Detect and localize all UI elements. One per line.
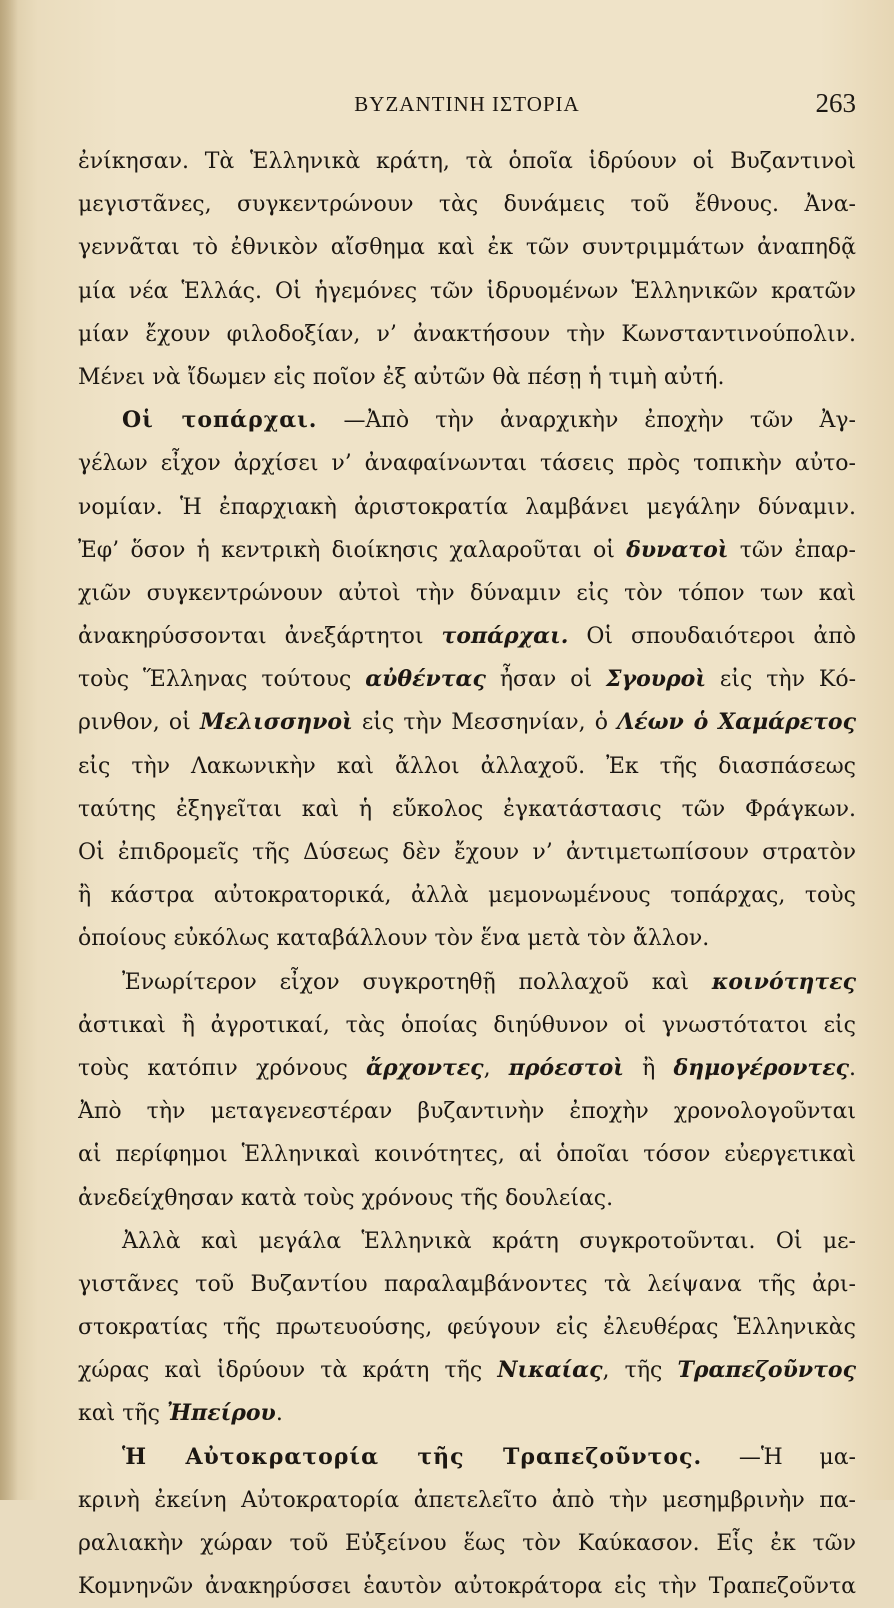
text-segment: γεννᾶται τὸ ἐθνικὸν αἴσθημα καὶ ἐκ τῶν συντριμμάτων ἀναπηδᾷ: [78, 235, 856, 261]
text-segment: —Ἡ μα-: [702, 1444, 856, 1470]
page-number: 263: [815, 88, 856, 118]
text-line: [78, 270, 856, 313]
text-segment: ὁποίους εὐκόλως καταβάλλουν τὸν ἕνα μετὰ τὸν ἄλλον.: [78, 926, 710, 952]
text-segment: μίαν ἔχουν φιλοδοξίαν, ν’ ἀνακτήσουν τὴν Κωνσταντινούπολιν.: [78, 321, 856, 347]
text-line: [78, 745, 856, 788]
text-segment: ραλιακὴν χώραν τοῦ Εὐξείνου ἕως τὸν Καύκασον. Εἷς ἐκ τῶν: [78, 1531, 856, 1556]
text-line: [78, 1565, 856, 1608]
text-line: [78, 701, 856, 744]
text-segment: Ἀλλὰ καὶ μεγάλα Ἑλληνικὰ κράτη συγκροτοῦνται. Οἱ με-: [122, 1228, 856, 1254]
emphasized-text: Ἠπείρου: [166, 1400, 276, 1427]
text-segment: τῶν ἐπαρ-: [728, 537, 856, 563]
text-segment: ἦσαν οἱ: [485, 667, 607, 693]
text-segment: κρινὴ ἐκείνη Αὐτοκρατορία ἀπετελεῖτο ἀπὸ τὴν μεσημβρινὴν πα-: [78, 1487, 856, 1513]
text-line: [78, 1392, 856, 1435]
text-line: [78, 831, 856, 874]
text-segment: , τῆς: [602, 1358, 678, 1384]
emphasized-text: αὐθέντας: [365, 666, 486, 693]
emphasized-text: Τραπεζοῦντος: [677, 1357, 856, 1384]
text-segment: Οἱ ἐπιδρομεῖς τῆς Δύσεως δὲν ἔχουν ν’ ἀντιμετωπίσουν στρατὸν: [78, 840, 856, 865]
emphasized-text: κοινότητες: [711, 968, 856, 995]
text-line: [78, 140, 856, 183]
text-line: [78, 615, 856, 658]
text-line: [78, 1133, 856, 1176]
text-line: [78, 1436, 856, 1479]
text-segment: καὶ τῆς: [78, 1401, 167, 1427]
text-segment: ρινθον, οἱ: [78, 710, 200, 736]
text-line: [78, 961, 856, 1004]
emphasized-text: Νικαίας: [497, 1357, 603, 1384]
page-gutter-shadow: [0, 0, 18, 1500]
text-segment: μία νέα Ἑλλάς. Οἱ ἡγεμόνες τῶν ἱδρυομένων Ἑλληνικῶν κρατῶν: [78, 278, 856, 304]
emphasized-text: πρόεστοὶ: [508, 1054, 624, 1081]
emphasized-text: Μελισσηνοὶ: [199, 709, 353, 736]
text-segment: τοὺς Ἕλληνας τούτους: [78, 667, 366, 693]
text-line: [78, 1004, 856, 1047]
text-segment: αἱ περίφημοι Ἑλληνικαὶ κοινότητες, αἱ ὁποῖαι τόσον εὐεργετικαὶ: [78, 1142, 856, 1168]
running-head: ΒΥΖΑΝΤΙΝΗ ΙΣΤΟΡΙΑ: [354, 92, 580, 116]
text-segment: γιστᾶνες τοῦ Βυζαντίου παραλαμβάνοντες τὰ λείψανα τῆς ἀρι-: [78, 1271, 856, 1297]
text-line: [78, 1220, 856, 1263]
text-segment: —Ἀπὸ τὴν ἀναρχικὴν ἐποχὴν τῶν Ἀγ-: [317, 408, 856, 434]
text-line: [78, 356, 856, 399]
text-segment: Μένει νὰ ἴδωμεν εἰς ποῖον ἐξ αὐτῶν θὰ πέσῃ ἡ τιμὴ αὐτή.: [78, 364, 725, 390]
text-segment: νομίαν. Ἡ ἐπαρχιακὴ ἀριστοκρατία λαμβάνει μεγάλην δύναμιν.: [78, 494, 856, 520]
text-line: [78, 1047, 856, 1090]
body-text: [78, 140, 856, 1608]
text-line: [78, 183, 856, 226]
text-line: [78, 572, 856, 615]
section-heading: Οἱ τοπάρχαι.: [122, 407, 318, 434]
text-segment: τοὺς κατόπιν χρόνους: [78, 1055, 367, 1081]
text-segment: ἀνακηρύσσονται ἀνεξάρτητοι: [78, 624, 442, 650]
text-segment: ἐνίκησαν. Τὰ Ἑλληνικὰ κράτη, τὰ ὁποῖα ἱδρύουν οἱ Βυζαντινοὶ: [78, 149, 856, 174]
text-segment: εἰς τὴν Λακωνικὴν καὶ ἄλλοι ἀλλαχοῦ. Ἐκ τῆς διασπάσεως: [78, 753, 856, 779]
text-line: [78, 1522, 856, 1565]
text-segment: γέλων εἶχον ἀρχίσει ν’ ἀναφαίνωνται τάσεις πρὸς τοπικὴν αὐτο-: [78, 451, 856, 477]
text-line: [78, 1177, 856, 1220]
text-segment: .: [275, 1401, 283, 1427]
text-segment: .: [848, 1055, 856, 1081]
text-segment: χιῶν συγκεντρώνουν αὐτοὶ τὴν δύναμιν εἰς τὸν τόπον των καὶ: [78, 580, 856, 606]
page-header: [78, 88, 856, 128]
text-segment: ἢ: [623, 1055, 674, 1081]
text-line: [78, 1306, 856, 1349]
text-line: [78, 226, 856, 269]
text-segment: ἢ κάστρα αὐτοκρατορικά, ἀλλὰ μεμονωμένους τοπάρχας, τοὺς: [78, 883, 856, 909]
text-line: [78, 1263, 856, 1306]
text-segment: ,: [483, 1055, 509, 1081]
text-line: [78, 313, 856, 356]
text-line: [78, 917, 856, 960]
text-segment: στοκρατίας τῆς πρωτευούσης, φεύγουν εἰς ἐλευθέρας Ἑλληνικὰς: [78, 1315, 856, 1341]
text-line: [78, 658, 856, 701]
text-line: [78, 1479, 856, 1522]
text-segment: Οἱ σπουδαιότεροι ἀπὸ: [568, 624, 856, 650]
text-segment: Κομνηνῶν ἀνακηρύσσει ἑαυτὸν αὐτοκράτορα εἰς τὴν Τραπεζοῦντα: [78, 1574, 856, 1600]
emphasized-text: δημογέροντες: [673, 1054, 849, 1081]
text-line: [78, 788, 856, 831]
text-line: [78, 399, 856, 442]
emphasized-text: Σγουροὶ: [606, 666, 706, 693]
emphasized-text: δυνατοὶ: [626, 536, 729, 563]
text-line: [78, 442, 856, 485]
text-line: [78, 529, 856, 572]
text-line: [78, 1349, 856, 1392]
text-segment: εἰς τὴν Μεσσηνίαν, ὁ: [352, 710, 618, 736]
text-line: [78, 874, 856, 917]
text-segment: χώρας καὶ ἱδρύουν τὰ κράτη τῆς: [78, 1358, 498, 1384]
section-heading: Ἡ Αὐτοκρατορία τῆς Τραπεζοῦντος.: [122, 1443, 703, 1470]
text-segment: Ἀπὸ τὴν μεταγενεστέραν βυζαντινὴν ἐποχὴν χρονολογοῦνται: [78, 1099, 856, 1125]
emphasized-text: ἄρχοντες: [366, 1054, 484, 1081]
emphasized-text: Λέων ὁ Χαμάρετος: [617, 709, 856, 736]
emphasized-text: τοπάρχαι.: [441, 623, 569, 650]
text-line: [78, 1090, 856, 1133]
text-segment: Ἐφ’ ὅσον ἡ κεντρικὴ διοίκησις χαλαροῦται οἱ: [78, 537, 627, 563]
text-segment: εἰς τὴν Κό-: [705, 667, 856, 693]
text-segment: Ἐνωρίτερον εἶχον συγκροτηθῇ πολλαχοῦ καὶ: [122, 969, 712, 995]
text-segment: ἀστικαὶ ἢ ἀγροτικαί, τὰς ὁποίας διηύθυνον οἱ γνωστότατοι εἰς: [78, 1012, 856, 1038]
text-line: [78, 486, 856, 529]
text-segment: μεγιστᾶνες, συγκεντρώνουν τὰς δυνάμεις τοῦ ἔθνους. Ἀνα-: [78, 192, 856, 218]
text-segment: ταύτης ἐξηγεῖται καὶ ἡ εὔκολος ἐγκατάστασις τῶν Φράγκων.: [78, 796, 856, 822]
text-segment: ἀνεδείχθησαν κατὰ τοὺς χρόνους τῆς δουλείας.: [78, 1185, 614, 1211]
